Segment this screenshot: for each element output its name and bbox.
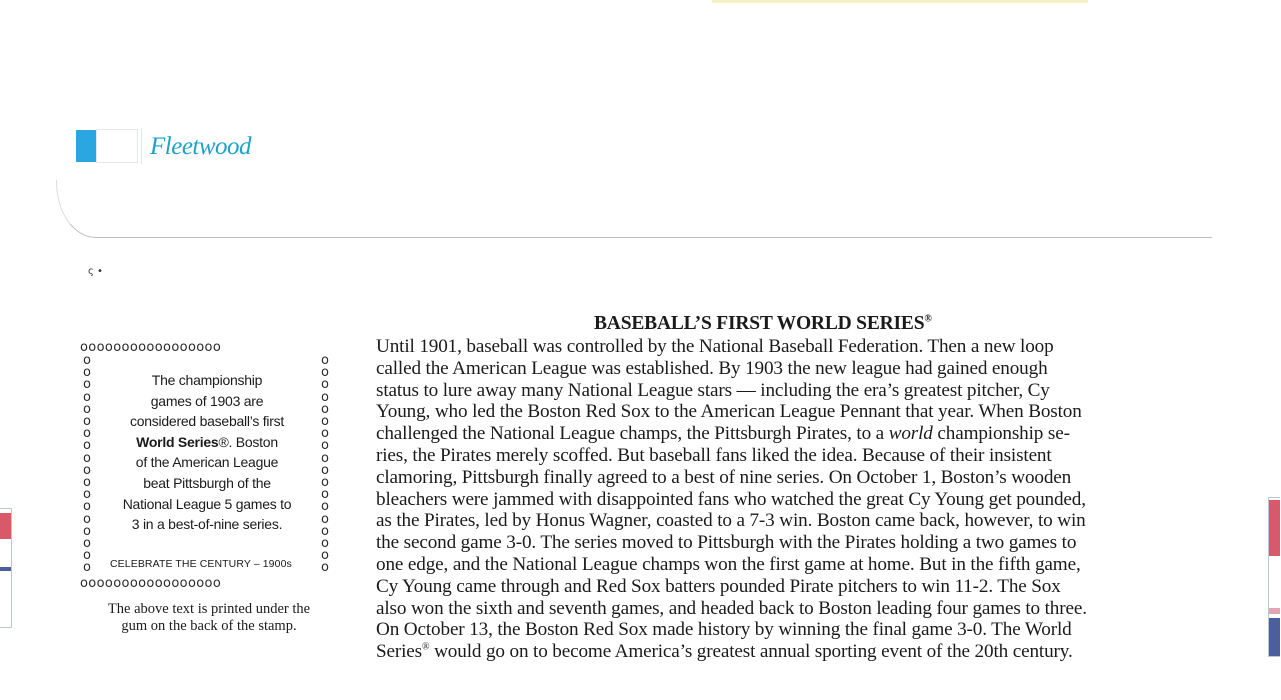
registered-mark: ® — [924, 313, 932, 325]
envelope-flap-line — [56, 180, 1212, 238]
article-line: status to lure away many National League stars — including the era’s greatest pitcher, Cy — [376, 379, 1050, 401]
brand-divider — [141, 128, 142, 164]
gum-line: 3 in a best-of-nine series. — [131, 516, 283, 533]
article-line: the second game 3-0. The series moved to Pittsburgh with the Pirates holding a two games to — [376, 532, 1077, 554]
article-italic-world: world — [888, 423, 933, 445]
article-line: as the Pirates, led by Honus Wagner, coasted to a 7-3 win. Boston came back, however, to win — [376, 510, 1086, 532]
world-series-bold: World Series — [136, 433, 219, 450]
article-segment: championship se- — [932, 423, 1070, 445]
article-line: Young, who led the Boston Red Sox to the American League Pennant that year. When Boston — [376, 401, 1082, 423]
fleetwood-logo: Fleetwood — [150, 133, 252, 160]
gum-line: of the American League — [135, 454, 279, 471]
article-line: On October 13, the Boston Red Sox made history by winning the final game 3-0. The World — [376, 619, 1072, 641]
article-line: called the American League was established. By 1903 the new league had gained enough — [376, 357, 1048, 379]
article-title — [594, 313, 932, 335]
brand-outline-box — [96, 129, 138, 163]
gum-line — [100, 432, 314, 453]
gum-line: considered baseball’s first — [129, 413, 285, 430]
gum-line: The championship — [151, 372, 263, 388]
article-segment: would go on to become America’s greatest annual sporting event of the 20th century. — [429, 641, 1073, 663]
gum-text — [100, 370, 314, 535]
left-edge-stamp — [0, 508, 12, 628]
article-line — [376, 423, 1206, 445]
dot-border-left: o o o o o o o o o o o o o o o o o o — [83, 353, 91, 576]
article-title-text: BASEBALL’S FIRST WORLD SERIES — [594, 313, 925, 334]
article-line — [376, 641, 1206, 663]
article-segment: challenged the National League champs, the Pittsburgh Pirates, to a — [376, 423, 889, 445]
brand-color-square — [76, 130, 96, 162]
gum-line: games of 1903 are — [150, 392, 264, 409]
stray-mark: ς • — [88, 266, 103, 277]
right-edge-stamp — [1268, 497, 1280, 657]
celebrate-century-label: CELEBRATE THE CENTURY – 1900s — [110, 558, 292, 570]
registered-mark: ® — [422, 641, 430, 653]
article-segment: Series — [376, 641, 422, 663]
article-body — [376, 336, 1206, 663]
article-line: bleachers were jammed with disappointed fans who watched the great Cy Young get pounded, — [376, 488, 1086, 510]
gum-note — [80, 601, 338, 635]
article-line: Cy Young came through and Red Sox batters pounded Pirate pitchers to win 11-2. The Sox — [376, 575, 1061, 597]
article-line: one edge, and the National League champs won the first game at home. But in the fifth game, — [376, 553, 1081, 575]
gum-note-line: The above text is printed under the — [107, 601, 311, 617]
top-edge-strip — [712, 0, 1088, 3]
gum-note-line: gum on the back of the stamp. — [121, 618, 297, 634]
gum-line: National League 5 games to — [122, 495, 292, 512]
gum-line-tail: ®. Boston — [218, 433, 278, 450]
dot-border-right: o o o o o o o o o o o o o o o o o o — [321, 353, 329, 576]
article-line: ries, the Pirates merely scoffed. But baseball fans liked the idea. Because of their insistent — [376, 444, 1052, 466]
stamp-back-text-box — [80, 341, 334, 596]
article-line: clamoring, Pittsburgh finally agreed to a best of nine series. On October 1, Boston’s wooden — [376, 466, 1072, 488]
dot-border-top: ooooooooooooooooo — [80, 340, 222, 355]
article-line: Until 1901, baseball was controlled by the National Baseball Federation. Then a new loop — [376, 336, 1054, 357]
dot-border-bottom: ooooooooooooooooo — [80, 576, 222, 591]
gum-line: beat Pittsburgh of the — [143, 474, 271, 491]
article-line: also won the sixth and seventh games, and headed back to Boston leading four games to three. — [376, 597, 1087, 619]
